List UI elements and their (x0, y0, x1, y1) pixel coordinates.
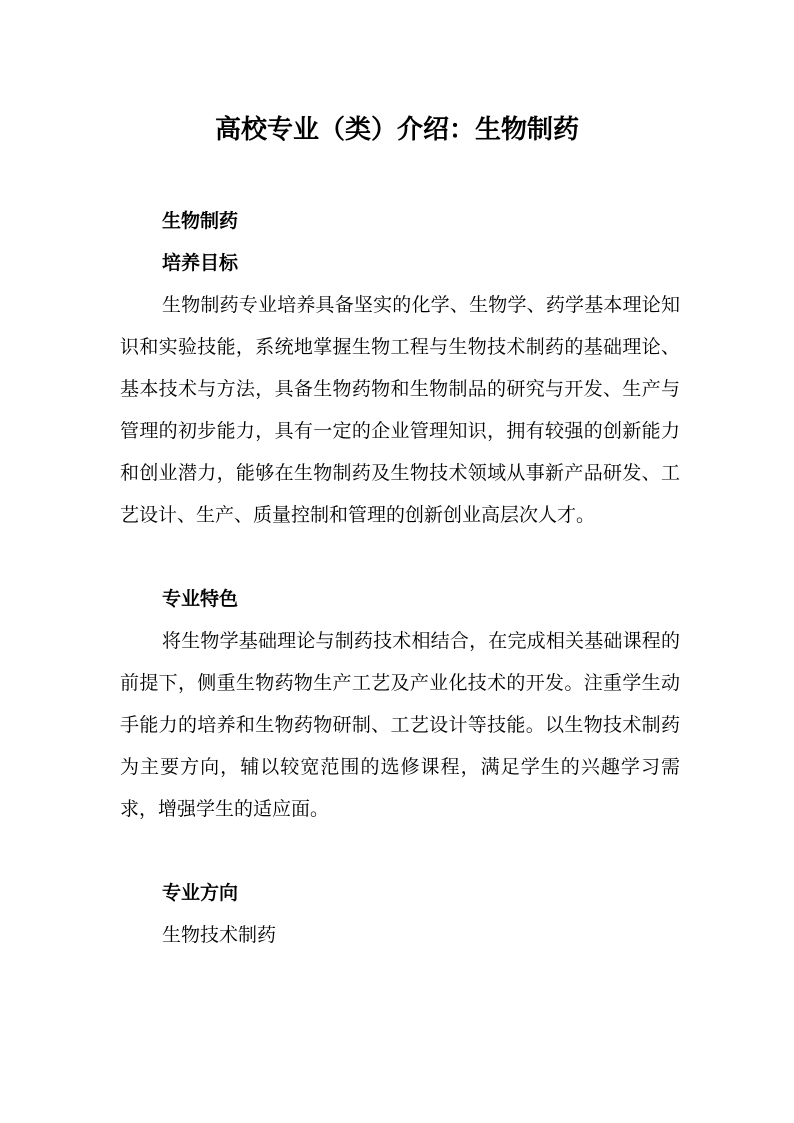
direction-heading: 专业方向 (162, 882, 239, 904)
section-spacer (120, 830, 680, 872)
direction-text: 生物技术制药 (162, 924, 277, 946)
features-paragraph: 将生物学基础理论与制药技术相结合，在完成相关基础课程的前提下，侧重生物药物生产工艺及产业化技术的开发。注重学生动手能力的培养和生物药物研制、工艺设计等技能。以生物技术制药为主要方向，辅以较宽范围的选修课程，满足学生的兴趣学习需求，增强学生的适应面。 (120, 630, 680, 820)
features-heading: 专业特色 (162, 588, 239, 610)
page-title: 高校专业（类）介绍：生物制药 (214, 115, 579, 145)
document-body (120, 200, 680, 956)
section-spacer (120, 536, 680, 578)
goal-heading: 培养目标 (162, 252, 239, 274)
goal-paragraph: 生物制药专业培养具备坚实的化学、生物学、药学基本理论知识和实验技能，系统地掌握生物工程与生物技术制药的基础理论、基本技术与方法，具备生物药物和生物制品的研究与开发、生产与管理的初步能力，具有一定的企业管理知识，拥有较强的创新能力和创业潜力，能够在生物制药及生物技术领域从事新产品研发、工艺设计、生产、质量控制和管理的创新创业高层次人才。 (120, 294, 680, 526)
major-name-heading: 生物制药 (162, 210, 239, 232)
